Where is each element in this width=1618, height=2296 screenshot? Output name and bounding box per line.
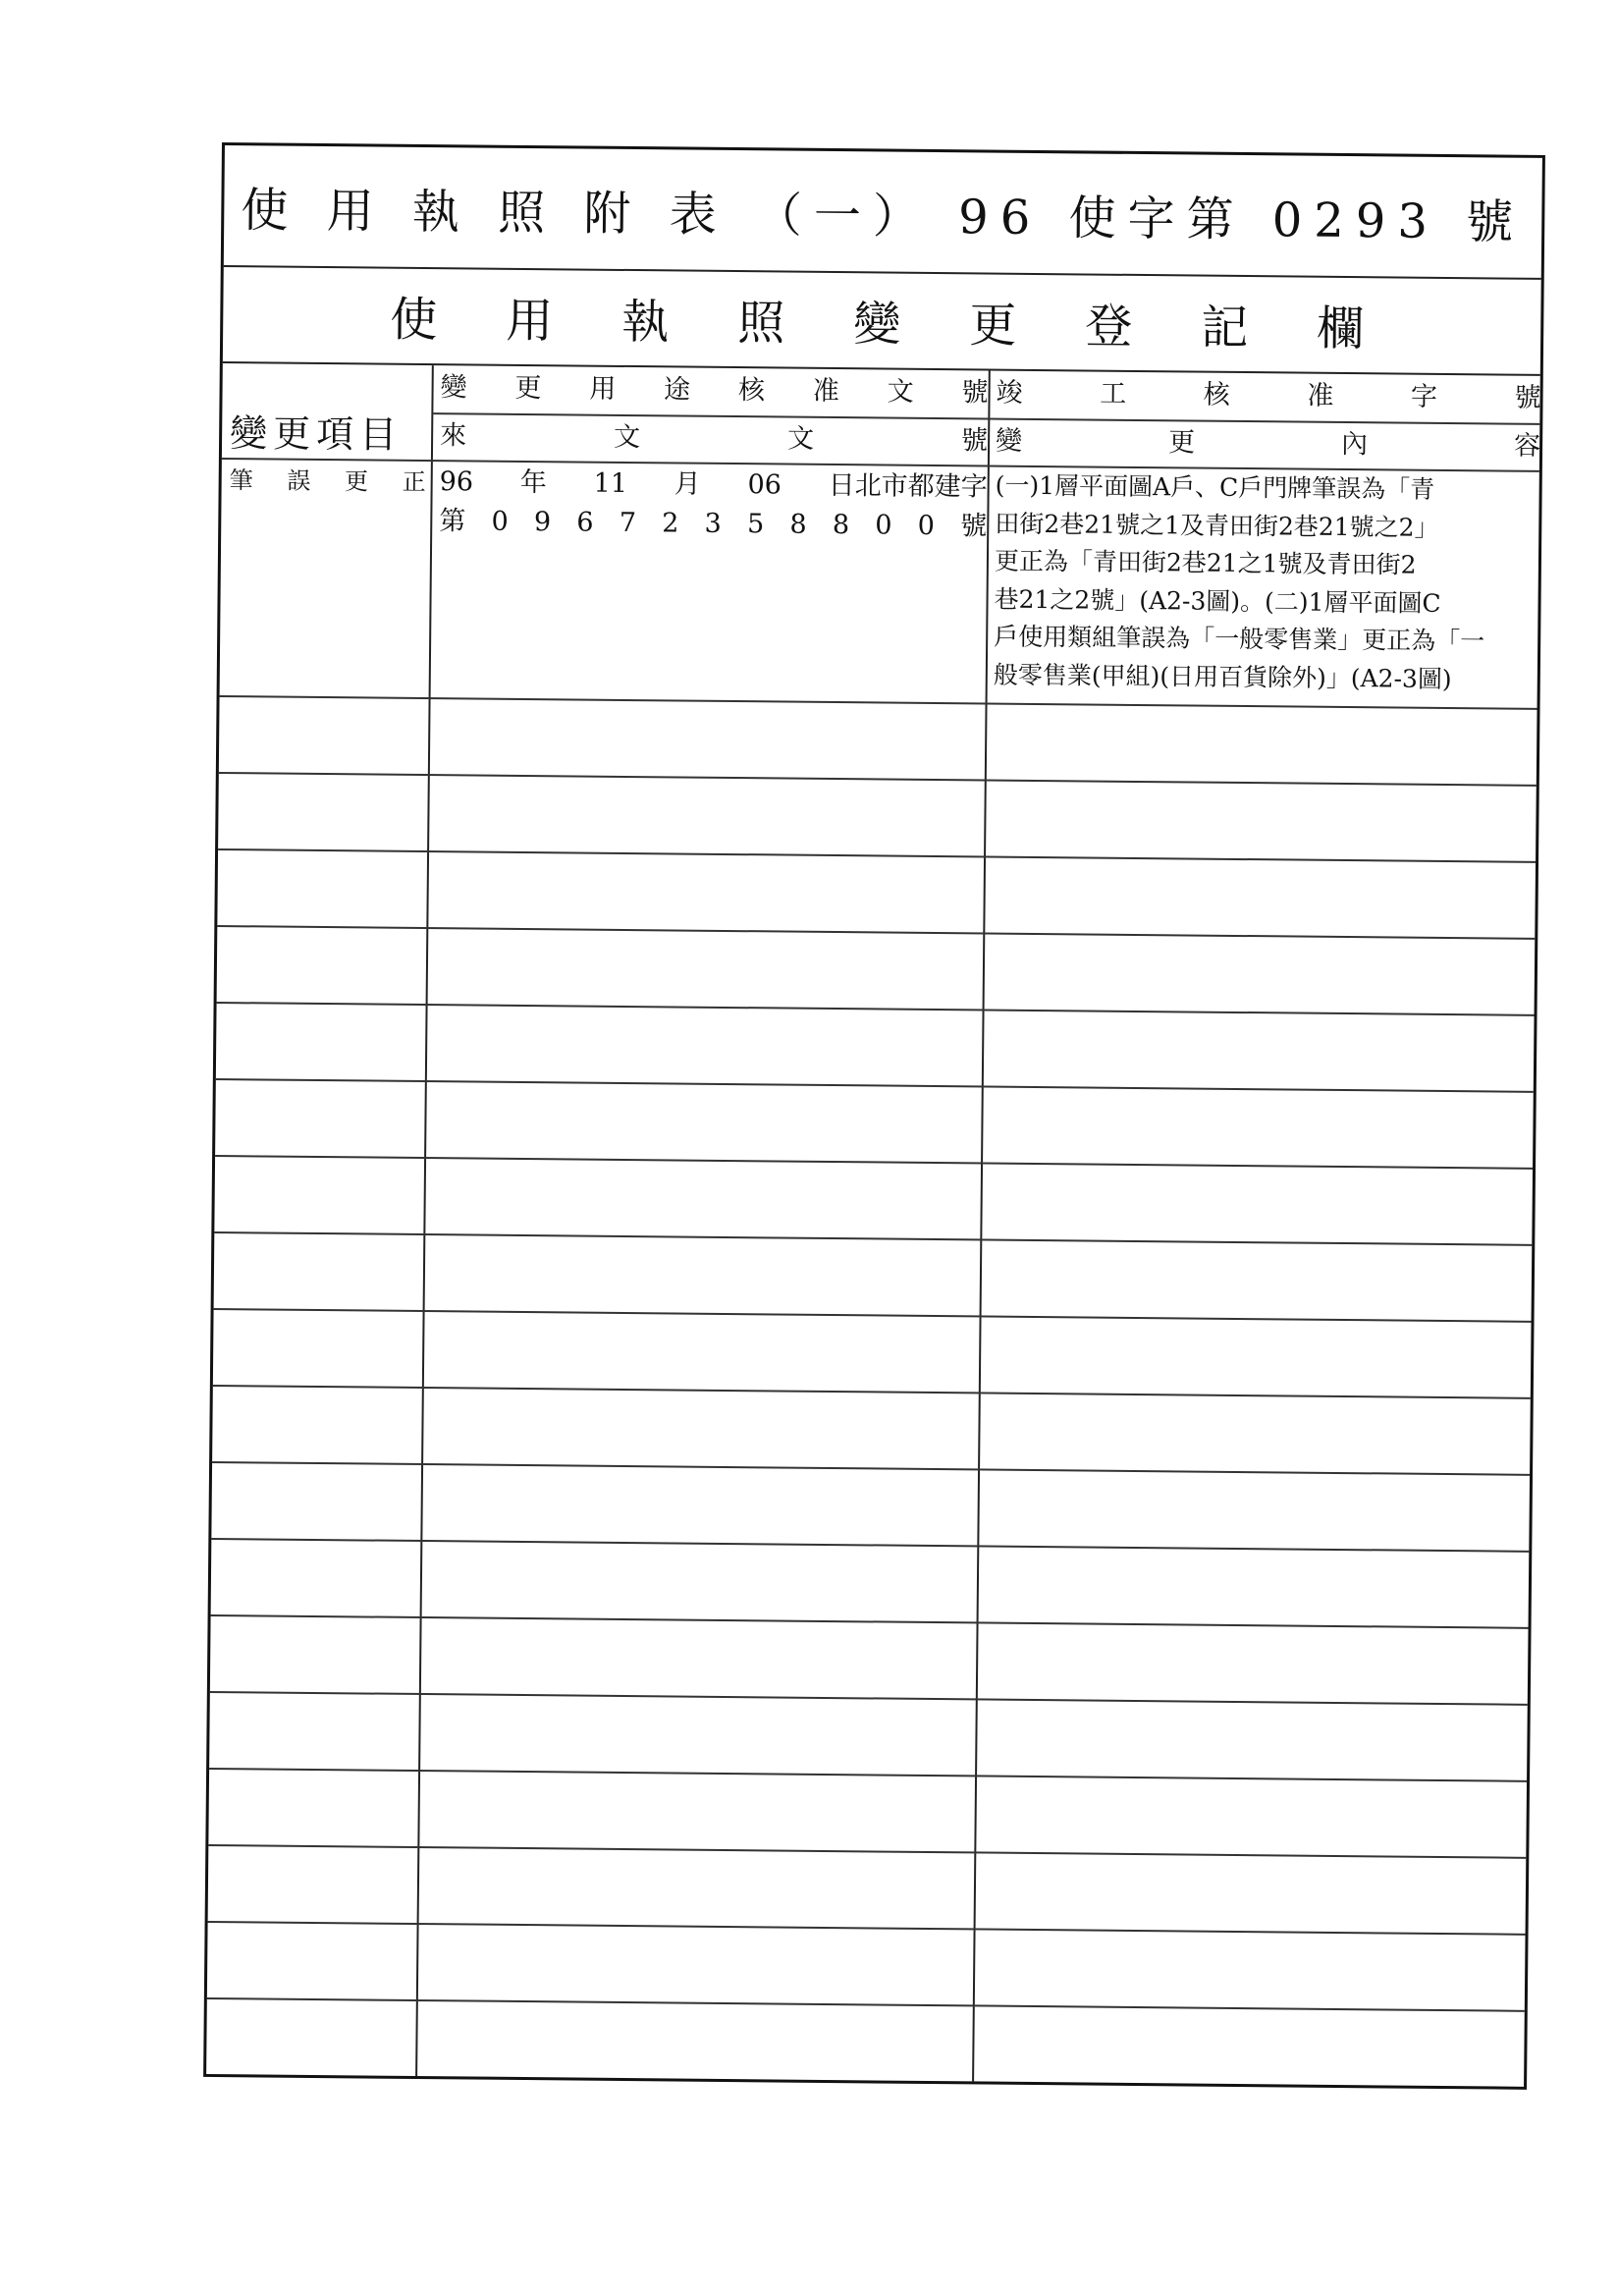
- row-divider: [216, 1078, 1534, 1093]
- text-fragment: 06: [747, 469, 782, 501]
- text-fragment: 變: [995, 425, 1023, 457]
- row-divider: [217, 1002, 1535, 1016]
- row-divider: [214, 1231, 1532, 1246]
- entry-doc-line2: [439, 503, 987, 545]
- text-fragment: 正: [402, 467, 426, 497]
- text-fragment: 8: [832, 509, 850, 541]
- column-divider: [972, 371, 991, 2082]
- text-fragment: 0: [491, 506, 509, 537]
- text-fragment: 文: [786, 423, 815, 455]
- row-divider: [212, 1461, 1530, 1476]
- content-line: 般零售業(甲組)(日用百貨除外)」(A2-3圖): [993, 660, 1452, 693]
- text-fragment: 號: [960, 425, 989, 457]
- text-fragment: 8: [789, 509, 807, 540]
- form-title: 使 用 執 照 附 表 （一） 96 使字第 0293 號: [224, 145, 1542, 280]
- column-divider: [415, 365, 434, 2076]
- col3-header-row2: [996, 422, 1540, 466]
- row-divider: [214, 1308, 1532, 1323]
- text-fragment: 變: [440, 372, 467, 404]
- text-fragment: 6: [576, 507, 594, 538]
- content-line: 巷21之2號」(A2-3圖)。(二)1層平面圖C: [994, 584, 1441, 618]
- row-divider: [211, 1538, 1529, 1553]
- item-header: 變更項目: [229, 411, 404, 457]
- text-fragment: 文: [613, 421, 641, 454]
- text-fragment: 5: [746, 509, 765, 540]
- text-fragment: 更: [1167, 427, 1196, 459]
- text-fragment: 號: [1514, 382, 1541, 413]
- col2-header-row1: [440, 368, 988, 412]
- row-divider: [208, 1844, 1526, 1859]
- form-subtitle: 使用執照變更登記欄: [223, 265, 1541, 376]
- text-fragment: 容: [1513, 430, 1541, 462]
- row-divider: [211, 1614, 1529, 1629]
- row-divider: [210, 1691, 1528, 1706]
- text-fragment: 更: [514, 372, 542, 405]
- text-fragment: 第: [439, 506, 466, 537]
- content-line: 田街2巷21號之1及青田街2巷21號之2」: [995, 509, 1439, 542]
- text-fragment: 3: [704, 508, 722, 539]
- text-fragment: 筆: [229, 466, 253, 495]
- license-form: [203, 142, 1545, 2090]
- text-fragment: 誤: [287, 466, 311, 495]
- col2-header-row2: [440, 416, 988, 461]
- text-fragment: 工: [1100, 378, 1127, 410]
- text-fragment: 2: [662, 508, 679, 539]
- row-divider: [217, 925, 1535, 940]
- text-fragment: 7: [619, 507, 637, 539]
- text-fragment: 准: [1307, 380, 1334, 411]
- row-divider: [213, 1385, 1531, 1399]
- row-divider: [219, 772, 1537, 787]
- text-fragment: 字: [1410, 381, 1438, 412]
- text-fragment: 竣: [996, 377, 1023, 409]
- text-fragment: 核: [1203, 379, 1230, 410]
- text-fragment: 號: [960, 511, 988, 542]
- col3-header-row1: [996, 374, 1540, 418]
- content-line: (一)1層平面圖A戶、C戶門牌筆誤為「青: [995, 470, 1435, 504]
- text-fragment: 來: [439, 420, 467, 452]
- text-fragment: 11: [593, 467, 628, 499]
- text-fragment: 內: [1340, 428, 1369, 461]
- text-fragment: 更: [344, 467, 369, 496]
- entry-item: [230, 462, 426, 501]
- text-fragment: 日北市都建字: [828, 469, 988, 503]
- row-divider: [218, 848, 1536, 863]
- text-fragment: 月: [674, 468, 701, 500]
- row-divider: [209, 1768, 1527, 1782]
- entry-doc-line1: [440, 464, 988, 506]
- text-fragment: 9: [533, 507, 552, 538]
- text-fragment: 號: [961, 377, 989, 409]
- text-fragment: 准: [812, 375, 839, 408]
- text-fragment: 核: [737, 375, 766, 407]
- text-fragment: 0: [917, 510, 936, 541]
- text-fragment: 年: [519, 466, 547, 499]
- row-divider: [208, 1921, 1526, 1936]
- text-fragment: 96: [439, 466, 474, 498]
- text-fragment: 途: [663, 374, 691, 406]
- text-fragment: 文: [887, 376, 914, 408]
- row-divider: [215, 1155, 1533, 1170]
- text-fragment: 0: [875, 510, 892, 541]
- content-line: 更正為「青田街2巷21之1號及青田街2: [994, 546, 1417, 579]
- row-divider: [207, 1997, 1525, 2012]
- text-fragment: 用: [589, 373, 617, 405]
- entry-content: [994, 467, 1540, 706]
- content-line: 戶使用類組筆誤為「一般零售業」更正為「一: [994, 622, 1485, 656]
